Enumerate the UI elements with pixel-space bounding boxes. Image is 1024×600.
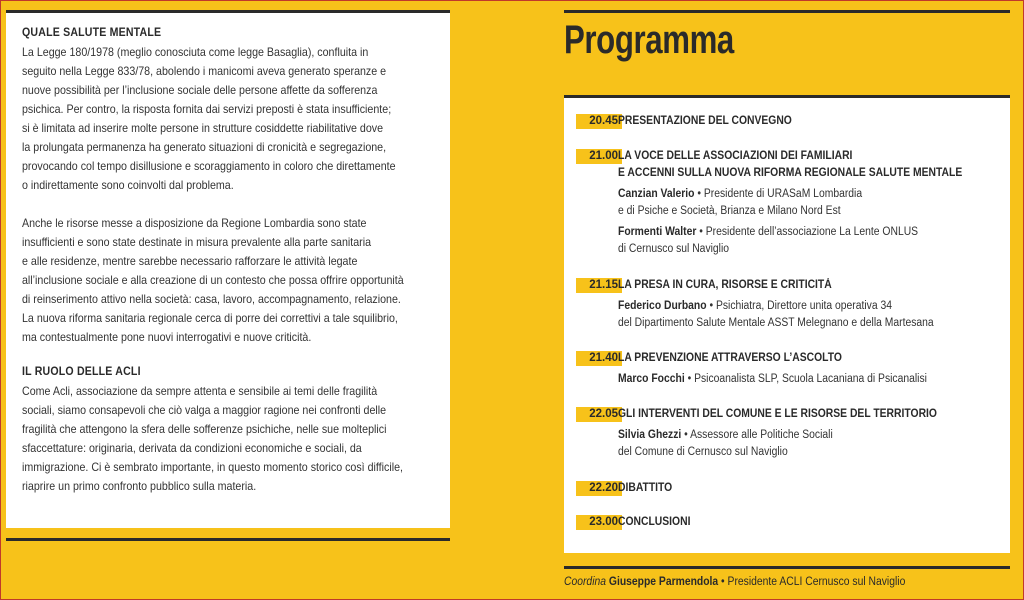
speaker-name: Canzian Valerio — [618, 188, 695, 200]
body-text-line: di reinserimento attivo nella società: casa, lavoro, accompagnamento, relazione. — [22, 293, 401, 306]
body-text-line: ma contestualmente pone nuovi interrogativi e nuove criticità. — [22, 331, 312, 344]
program-heading: CONCLUSIONI — [618, 516, 691, 528]
program-heading: LA PRESA IN CURA, RISORSE E CRITICITÀ — [618, 279, 832, 291]
program-time: 20.45 — [576, 114, 622, 129]
info-panel — [6, 10, 450, 528]
program-time: 22.20 — [576, 481, 622, 496]
coordinator-line — [564, 576, 905, 588]
program-heading: LA VOCE DELLE ASSOCIAZIONI DEI FAMILIARI — [618, 150, 853, 162]
body-text-line: nuove possibilità per l’inclusione sociale delle persone affette da sofferenza — [22, 84, 378, 97]
coordinator-label: Coordina — [564, 576, 607, 588]
program-time: 21.00 — [576, 149, 622, 164]
section-ruolo-acli-body — [22, 382, 434, 496]
speaker-entry — [618, 298, 1014, 332]
body-text-line: seguito nella Legge 833/78, abolendo i manicomi aveva generato speranze e — [22, 65, 387, 78]
coordinator-role: • Presidente ACLI Cernusco sul Naviglio — [718, 576, 906, 588]
program-time: 21.40 — [576, 351, 622, 366]
section-salute-mentale-body-2 — [22, 214, 434, 347]
program-heading-line2: E ACCENNI SULLA NUOVA RIFORMA REGIONALE SALUTE MENTALE — [618, 167, 963, 179]
body-text-line: si è limitata ad inserire molte persone in strutture cosiddette riabilitative dove — [22, 122, 384, 135]
program-time: 22.05 — [576, 407, 622, 422]
body-text-line: psichica. Per contro, la risposta fornita dai servizi preposti è stata insufficiente; — [22, 103, 392, 116]
program-heading: DIBATTITO — [618, 482, 673, 494]
body-text-line: La nuova riforma sanitaria regionale cerca di porre dei correttivi a tale squilibrio, — [22, 312, 398, 325]
program-heading: GLI INTERVENTI DEL COMUNE E LE RISORSE DEL TERRITORIO — [618, 408, 937, 420]
body-text-line: riaprire un primo confronto pubblico sulla materia. — [22, 480, 257, 493]
program-panel — [564, 95, 1010, 553]
body-text-line: Anche le risorse messe a disposizione da Regione Lombardia sono state — [22, 217, 367, 230]
program-heading: PRESENTAZIONE DEL CONVEGNO — [618, 115, 792, 127]
coordinator-name: Giuseppe Parmendola — [608, 576, 719, 588]
body-text-line: immigrazione. Ci è sembrato importante, in questo momento storico così difficile, — [22, 461, 403, 474]
body-text-line: o indirettamente sono coinvolti dal problema. — [22, 179, 234, 192]
speaker-entry — [618, 427, 1014, 461]
body-text-line: fragilità che attengono la sfera delle sofferenze psichiche, nelle sue molteplici — [22, 423, 387, 436]
body-text-line: sfaccettature: originaria, derivata da condizioni economiche e sociali, da — [22, 442, 362, 455]
body-text-line: insufficienti e sono state destinate in misura prevalente alla parte sanitaria — [22, 236, 372, 249]
body-text-line: la prolungata permanenza ha generato situazioni di cronicità e segregazione, — [22, 141, 387, 154]
body-text-line: La Legge 180/1978 (meglio conosciuta come legge Basaglia), confluita in — [22, 46, 369, 59]
body-text-line: all’inclusione sociale e alla creazione di un contesto che possa offrire opportunità — [22, 274, 404, 287]
program-time: 23.00 — [576, 515, 622, 530]
speaker-name: Formenti Walter — [618, 226, 697, 238]
speaker-entry — [618, 224, 1014, 258]
section-title-salute-mentale: QUALE SALUTE MENTALE — [22, 27, 162, 39]
section-salute-mentale-body — [22, 43, 434, 195]
left-bottom-divider — [6, 538, 450, 541]
body-text-line: e alle residenze, mentre sarebbe necessario rafforzare le attività legate — [22, 255, 358, 268]
section-title-ruolo-acli: IL RUOLO DELLE ACLI — [22, 366, 141, 378]
program-heading: LA PREVENZIONE ATTRAVERSO L’ASCOLTO — [618, 352, 842, 364]
speaker-role-line2: di Cernusco sul Naviglio — [618, 243, 730, 255]
speaker-name: Silvia Ghezzi — [618, 429, 682, 441]
speaker-role-line2: del Dipartimento Salute Mentale ASST Melegnano e della Martesana — [618, 317, 934, 329]
body-text-line: sociali, siamo consapevoli che ciò valga a maggior ragione nei confronti delle — [22, 404, 387, 417]
right-bottom-divider — [564, 566, 1010, 569]
body-text-line: Come Acli, associazione da sempre attenta e sensibile ai temi delle fragilità — [22, 385, 378, 398]
right-top-divider — [564, 10, 1010, 13]
program-time: 21.15 — [576, 278, 622, 293]
speaker-role: • Presidente di URASaM Lombardia — [694, 188, 863, 200]
speaker-name: Marco Focchi — [618, 373, 685, 385]
speaker-role-line2: e di Psiche e Società, Brianza e Milano Nord Est — [618, 205, 841, 217]
body-text-line: provocando col tempo disillusione e scoraggiamento in coloro che direttamente — [22, 160, 396, 173]
speaker-role: • Presidente dell’associazione La Lente ONLUS — [696, 226, 919, 238]
speaker-name: Federico Durbano — [618, 300, 707, 312]
speaker-role: • Psichiatra, Direttore unita operativa 34 — [706, 300, 892, 312]
program-title: Programma — [564, 18, 734, 62]
speaker-role: • Assessore alle Politiche Sociali — [681, 429, 833, 441]
speaker-entry — [618, 371, 1014, 388]
speaker-entry — [618, 186, 1014, 220]
speaker-role: • Psicoanalista SLP, Scuola Lacaniana di Psicanalisi — [684, 373, 927, 385]
speaker-role-line2: del Comune di Cernusco sul Naviglio — [618, 446, 788, 458]
